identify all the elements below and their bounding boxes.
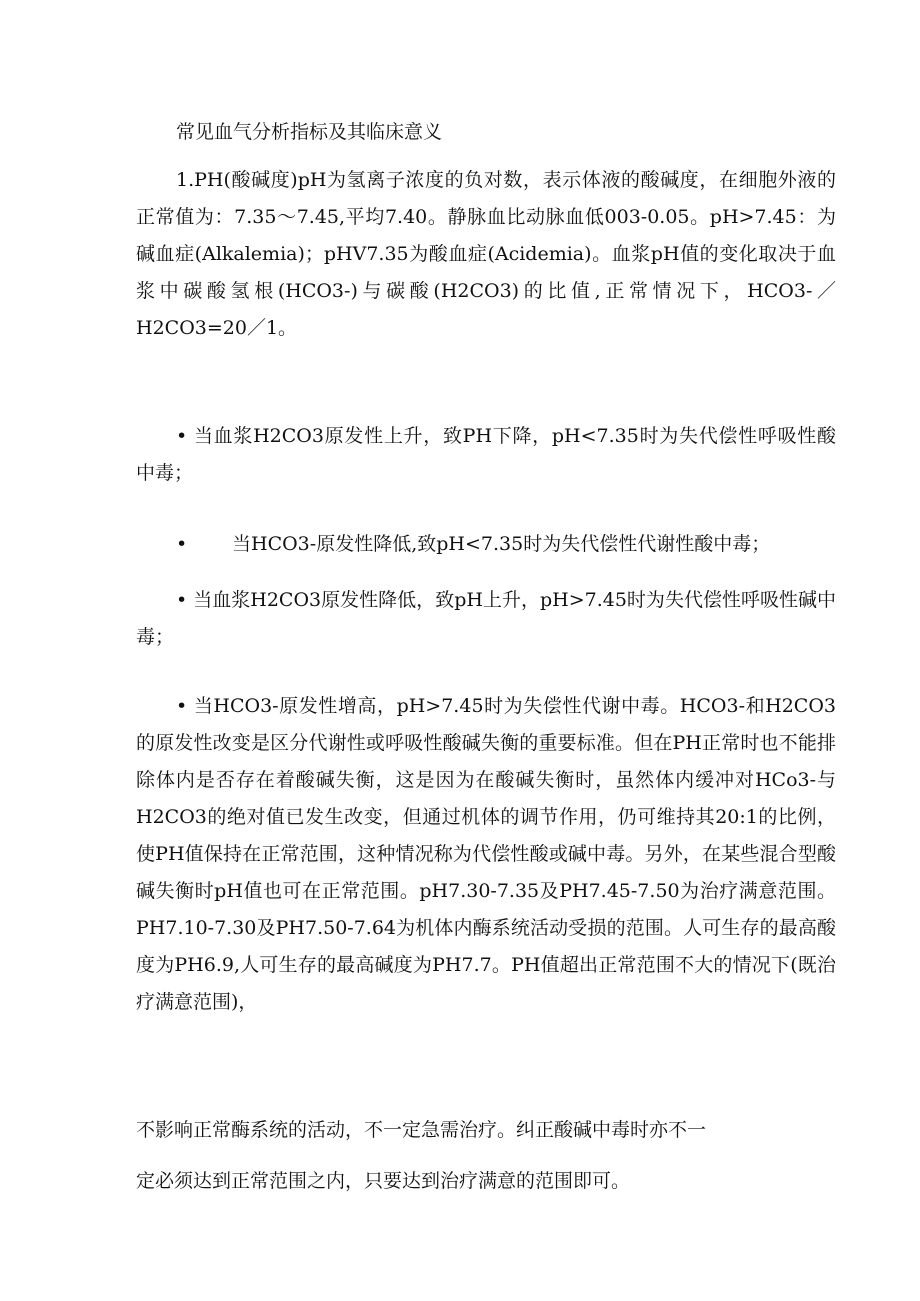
bullet-marker: • bbox=[176, 533, 188, 555]
bullet-respiratory-acidosis: • 当血浆H2CO3原发性上升，致PH下降，pH<7.35时为失代偿性呼吸性酸中毒； bbox=[136, 425, 836, 484]
bullet-respiratory-alkalosis: • 当血浆H2CO3原发性降低，致pH上升，pH>7.45时为失代偿性呼吸性碱中毒； bbox=[136, 589, 836, 648]
paragraph-ph-definition: 1.PH(酸碱度)pH为氢离子浓度的负对数，表示体液的酸碱度，在细胞外液的正常值为：7.35～7.45,平均7.40。静脉血比动脉血低003-0.05。pH>7.45：为碱血症(Alkalemia)；pHV7.35为酸血症(Acidemia)。血浆pH值的变化取决于血浆中碳酸氢根(HCO3-)与碳酸(H2CO3)的比值,正常情况下，HCO3-／H2CO3=20／1。 bbox=[136, 169, 836, 339]
closing-line-1: 不影响正常酶系统的活动，不一定急需治疗。纠正酸碱中毒时亦不一 bbox=[136, 1119, 707, 1141]
bullet-metabolic-alkalosis: • 当HCO3-原发性增高，pH>7.45时为失偿性代谢中毒。HCO3-和H2CO3的原发性改变是区分代谢性或呼吸性酸碱失衡的重要标准。但在PH正常时也不能排除体内是否存在着酸碱失衡，这是因为在酸碱失衡时，虽然体内缓冲对HCo3-与H2CO3的绝对值已发生改变，但通过机体的调节作用，仍可维持其20:1的比例，使PH值保持在正常范围，这种情况称为代偿性酸或碱中毒。另外，在某些混合型酸碱失衡时pH值也可在正常范围。pH7.30-7.35及PH7.45-7.50为治疗满意范围。PH7.10-7.30及PH7.50-7.64为机体内酶系统活动受损的范围。人可生存的最高酸度为PH6.9,人可生存的最高碱度为PH7.7。PH值超出正常范围不大的情况下(既治疗满意范围)， bbox=[136, 695, 836, 1013]
bullet-text: 当HCO3-原发性降低,致pH<7.35时为失代偿性代谢性酸中毒； bbox=[232, 533, 771, 555]
closing-line-2: 定必须达到正常范围之内，只要达到治疗满意的范围即可。 bbox=[136, 1170, 631, 1192]
document-title: 常见血气分析指标及其临床意义 bbox=[176, 121, 443, 143]
bullet-metabolic-acidosis bbox=[176, 529, 770, 559]
